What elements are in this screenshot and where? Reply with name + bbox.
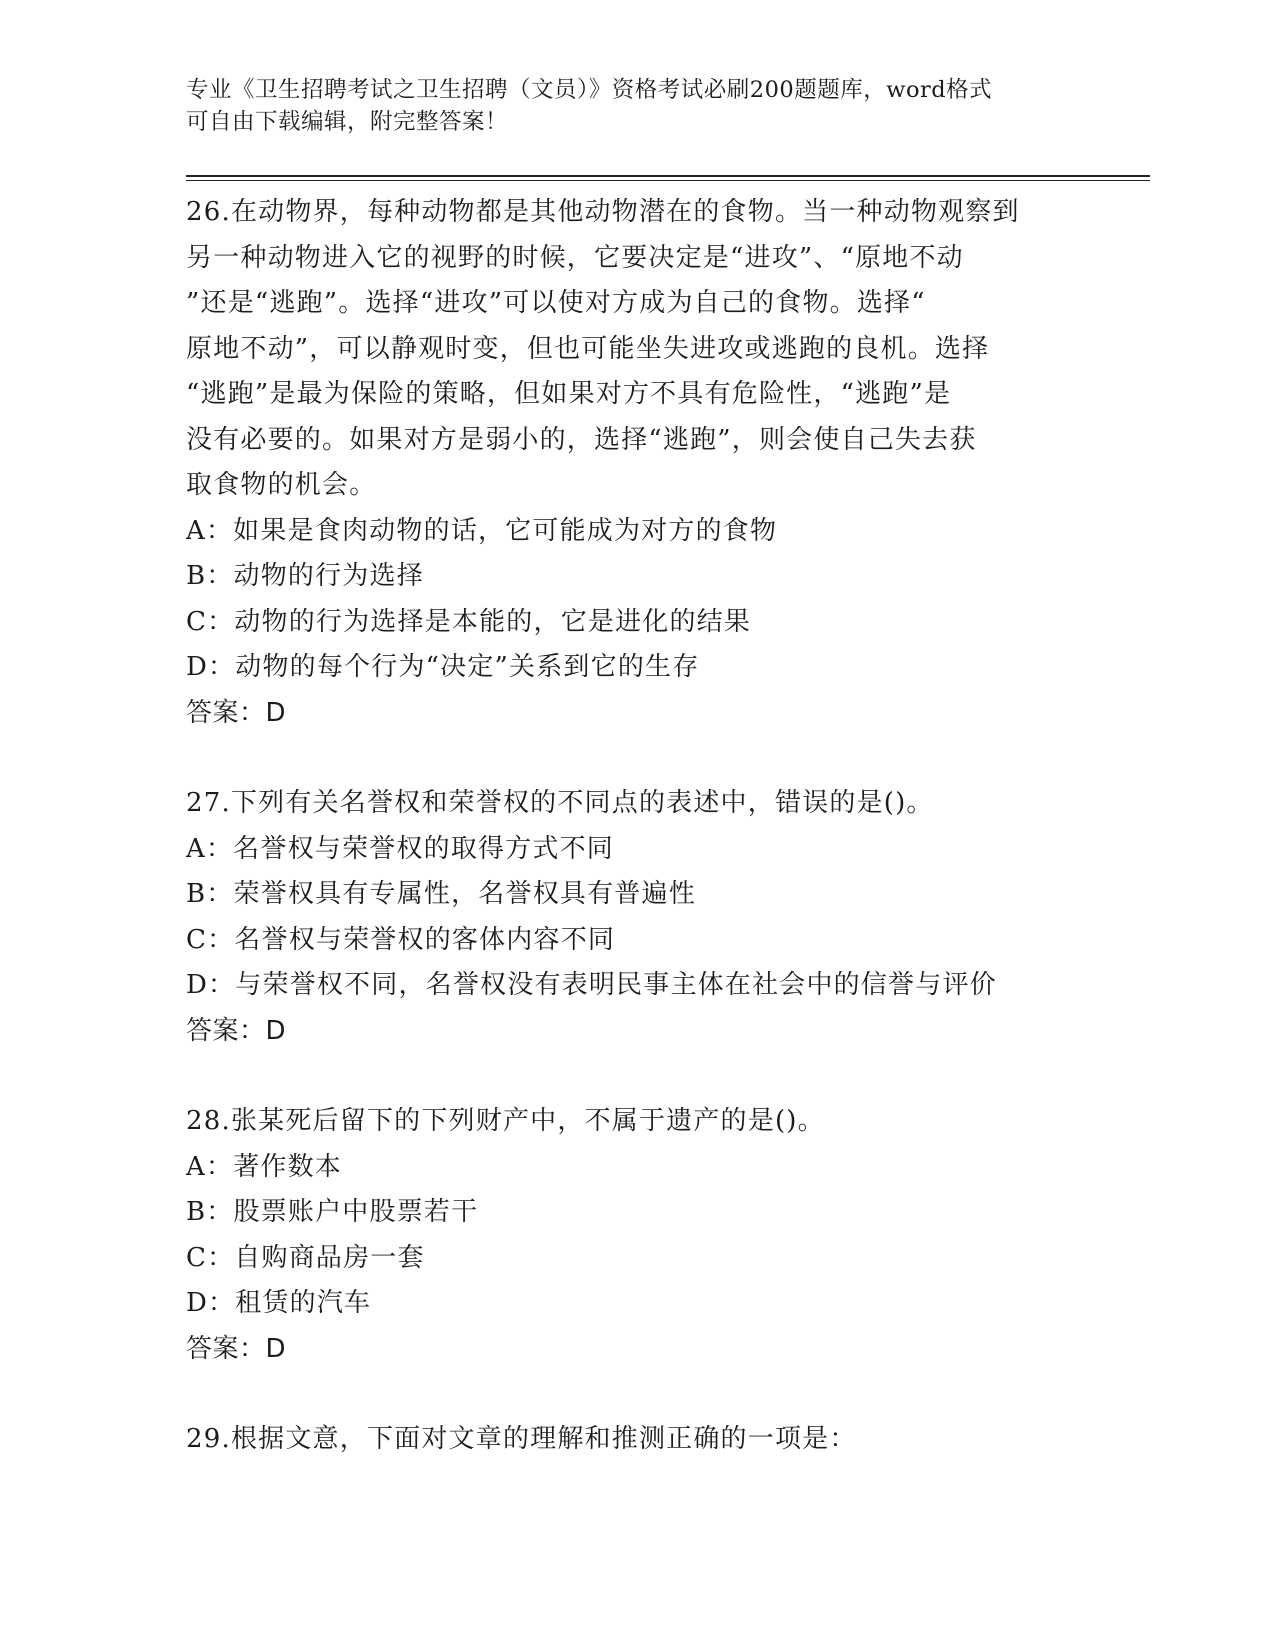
question-text-line: ”还是“逃跑”。选择“进攻”可以使对方成为自己的食物。选择“	[186, 288, 926, 318]
answer-line: 答案：D	[186, 1333, 287, 1364]
question-29	[186, 1417, 1086, 1463]
option-b: B：股票账户中股票若干	[186, 1197, 479, 1227]
question-text-line: 28.张某死后留下的下列财产中，不属于遗产的是()。	[186, 1106, 825, 1136]
option-a: A：名誉权与荣誉权的取得方式不同	[186, 833, 614, 864]
option-c: C：自购商品房一套	[186, 1242, 425, 1273]
option-b: B：动物的行为选择	[186, 561, 424, 591]
answer-line: 答案：D	[186, 697, 287, 728]
question-text-line: 取食物的机会。	[186, 470, 377, 500]
question-text-line: 没有必要的。如果对方是弱小的，选择“逃跑”，则会使自己失去获	[186, 424, 977, 455]
option-a: A：著作数本	[186, 1151, 342, 1182]
question-28	[186, 1099, 1086, 1372]
option-c: C：名誉权与荣誉权的客体内容不同	[186, 924, 616, 955]
header-line: 专业《卫生招聘考试之卫生招聘（文员）》资格考试必刷200题题库，word格式	[186, 77, 993, 103]
question-list	[186, 190, 1086, 1463]
question-text-line: 原地不动”，可以静观时变，但也可能坐失进攻或逃跑的良机。选择	[186, 333, 990, 364]
question-text-line: 另一种动物进入它的视野的时候，它要决定是“进攻”、“原地不动	[186, 242, 964, 273]
header-divider-thin	[186, 180, 1150, 181]
question-text-line: 29.根据文意，下面对文章的理解和推测正确的一项是：	[186, 1424, 857, 1454]
question-text-line: 27.下列有关名誉权和荣誉权的不同点的表述中，错误的是()。	[186, 788, 934, 818]
option-d: D：租赁的汽车	[186, 1288, 372, 1318]
answer-line: 答案：D	[186, 1015, 287, 1046]
header-divider-thick	[186, 175, 1150, 177]
document-header	[186, 74, 1106, 138]
option-d: D：动物的每个行为“决定”关系到它的生存	[186, 652, 700, 682]
option-b: B：荣誉权具有专属性，名誉权具有普遍性	[186, 879, 696, 909]
question-text-line: 26.在动物界，每种动物都是其他动物潜在的食物。当一种动物观察到	[186, 197, 1020, 227]
option-a: A：如果是食肉动物的话，它可能成为对方的食物	[186, 515, 778, 546]
option-c: C：动物的行为选择是本能的，它是进化的结果	[186, 606, 752, 637]
header-line: 可自由下载编辑，附完整答案！	[186, 109, 509, 135]
question-text-line: “逃跑”是最为保险的策略，但如果对方不具有危险性，“逃跑”是	[186, 379, 952, 409]
option-d: D：与荣誉权不同，名誉权没有表明民事主体在社会中的信誉与评价	[186, 970, 997, 1000]
question-26	[186, 190, 1086, 736]
question-27	[186, 781, 1086, 1054]
